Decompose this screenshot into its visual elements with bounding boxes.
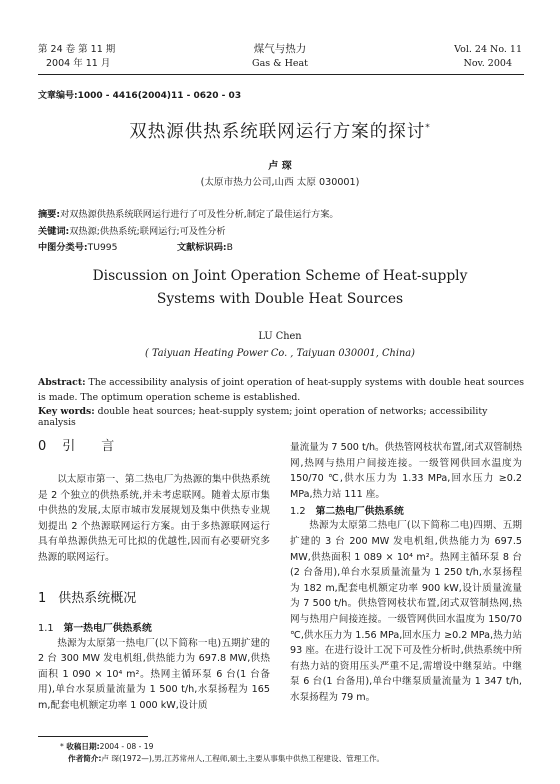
footnote-star: *	[60, 742, 64, 751]
footnote-received	[60, 741, 153, 752]
intro-paragraph: 以太原市第一、第二热电厂为热源的集中供热系统是 2 个独立的供热系统,并未考虑联网。随着太原市集中供热的发展,太原市城市发展规划及集中供热专业规划提出 2 个热源联网运行方案。由于多热源联网运行具有单热源供热无可比拟的优越性,因而有必要研究多热源的联网运行。	[38, 474, 270, 563]
journal-title-cn: 煤气与热力	[253, 43, 307, 55]
section-0-heading	[38, 436, 270, 458]
subsection-1-2-heading	[290, 503, 522, 517]
keywords-cn-label: 关键词:	[38, 226, 70, 237]
clc-label: 中图分类号:	[38, 242, 88, 253]
abstract-cn-label: 摘要:	[38, 209, 61, 220]
section-1-title: 供热系统概况	[58, 590, 137, 606]
header-rule	[38, 74, 524, 75]
subsection-1-1-number: 1.1	[38, 622, 54, 634]
doc-code-label: 文献标识码:	[177, 242, 227, 253]
article-number: 文章编号:1000 - 4416(2004)11 - 0620 - 03	[38, 91, 242, 101]
header-date: 2004 年 11 月	[46, 58, 111, 69]
subsection-1-1-title: 第一热电厂供热系统	[63, 622, 152, 634]
document-code	[177, 239, 233, 253]
bio-text: 卢 琛(1972—),男,江苏常州人,工程师,硕士,主要从事集中供热工程建设、管理工作。	[101, 754, 385, 763]
title-en-line1: Discussion on Joint Operation Scheme of Heat-supply	[92, 268, 468, 284]
journal-title-en: Gas & Heat	[251, 58, 308, 69]
keywords-en-text: double heat sources; heat-supply system; joint operation of networks; accessibility analysis	[38, 406, 488, 428]
subsection-1-1-paragraph: 热源为太原第一热电厂(以下简称一电)五期扩建的 2 台 300 MW 发电机组,供热能力为 697.8 MW,供热面积 1 090 × 10⁴ m²。热网主循环泵 6 台(1 台备用),单台水泵质量流量为 1 500 t/h,水泵扬程为 165 m,配套电机额定功率 1 000 kW,设计质	[38, 637, 270, 711]
header-volume: 第 24 卷 第 11 期	[38, 44, 116, 55]
section-0-number: 0	[38, 439, 47, 454]
affiliation-en: ( Taiyuan Heating Power Co. , Taiyuan 030001, China)	[145, 348, 415, 359]
right-column	[290, 440, 522, 706]
header-date-en: Nov. 2004	[463, 58, 512, 69]
footnote-rule	[38, 736, 148, 737]
bio-label: 作者简介:	[68, 754, 102, 763]
subsection-1-2-title: 第二热电厂供热系统	[315, 506, 404, 518]
abstract-en-label: Abstract:	[38, 377, 86, 388]
subsection-1-1-heading	[38, 620, 270, 634]
keywords-en	[38, 406, 524, 428]
clc-number	[38, 239, 118, 253]
title-en-line2: Systems with Double Heat Sources	[156, 291, 404, 307]
keywords-cn	[38, 223, 524, 237]
section-1-number: 1	[38, 590, 47, 606]
abstract-cn-text: 对双热源供热系统联网运行进行了可及性分析,制定了最佳运行方案。	[60, 209, 339, 220]
author-en: LU Chen	[258, 331, 302, 342]
received-label: 收稿日期:	[66, 742, 100, 751]
title-cn-text: 双热源供热系统联网运行方案的探讨	[129, 122, 426, 142]
abstract-en	[38, 376, 524, 405]
header-volume-en: Vol. 24 No. 11	[454, 44, 522, 55]
clc-value: TU995	[87, 242, 118, 253]
abstract-cn	[38, 206, 524, 220]
section-0-title: 引 言	[62, 439, 115, 454]
author-cn: 卢 琛	[268, 161, 292, 172]
subsection-1-2-number: 1.2	[290, 506, 306, 518]
title-footnote-mark: *	[425, 123, 431, 134]
keywords-cn-text: 双热源;供热系统;联网运行;可及性分析	[69, 226, 226, 237]
affiliation-cn: (太原市热力公司,山西 太原 030001)	[200, 177, 360, 188]
section-1-heading	[38, 588, 270, 610]
subsection-1-1-continued: 量流量为 7 500 t/h。供热管网枝状布置,闭式双管制热网,热网与热用户间接连接。一级管网供回水温度为 150/70 ℃,供水压力为 1.33 MPa,回水压力 ≥0.2 MPa,热力站 111 座。	[290, 442, 522, 500]
doc-code-value: B	[226, 242, 233, 253]
abstract-en-text: The accessibility analysis of joint operation of heat-supply systems with double heat sources is made. The optimum operation scheme is established.	[38, 377, 524, 403]
title-cn	[0, 118, 560, 143]
footnote-bio	[68, 753, 384, 764]
left-column	[38, 436, 270, 714]
subsection-1-2-paragraph: 热源为太原第二热电厂(以下简称二电)四期、五期扩建的 3 台 200 MW 发电机组,供热能力为 697.5 MW,供热面积 1 089 × 10⁴ m²。热网主循环泵 8 台(2 台备用),单台水泵质量流量为 1 250 t/h,水泵扬程为 182 m,配套电机额定功率 900 kW,设计质量流量为 7 500 t/h。供热管网枝状布置,闭式双管制热网,热网与热用户间接连接。一级管网供回水温度为 150/70 ℃,供水压力为 1.56 MPa,回水压力 ≥0.2 MPa,热力站 93 座。在进行设计工况下可及性分析时,供热系统中所有热力站的资用压头严重不足,需增设中继泵站。中继泵 6 台(1 台备用),单台中继泵质量流量为 1 347 t/h,水泵扬程为 79 m。	[290, 520, 522, 703]
keywords-en-label: Key words:	[38, 406, 95, 417]
received-date: 2004 - 08 - 19	[99, 742, 154, 751]
